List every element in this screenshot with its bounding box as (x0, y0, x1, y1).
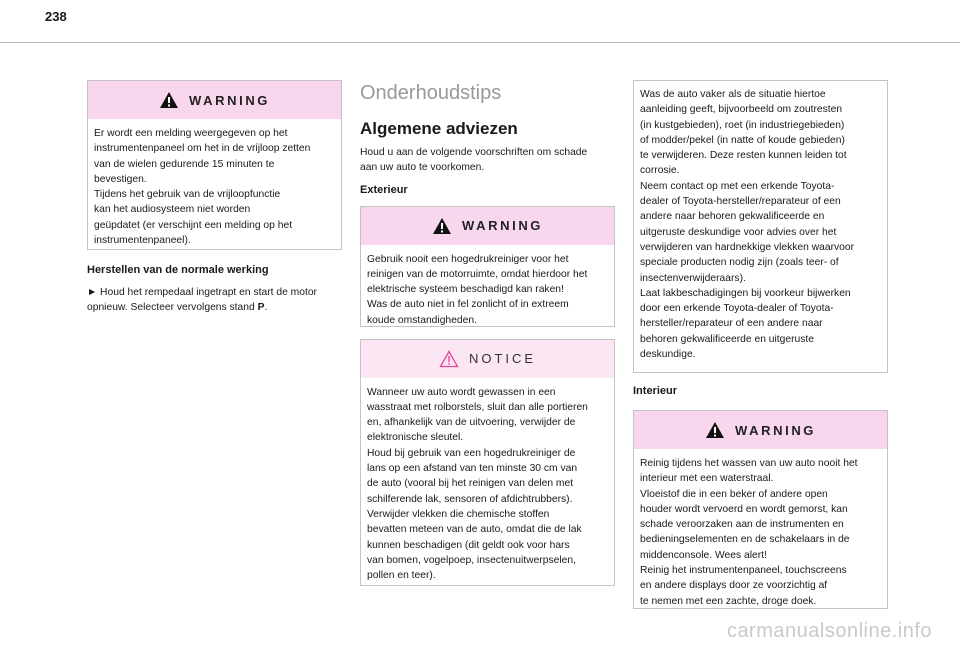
warning-title: WARNING (188, 92, 271, 108)
warning-triangle-icon (432, 217, 452, 235)
reset-text-bold: P (257, 302, 265, 314)
section-title: Algemene adviezen (360, 119, 518, 138)
warning-box-header (88, 81, 341, 119)
column-1 (87, 80, 342, 316)
section-heading-reset: Herstellen van de normale werking (87, 264, 269, 276)
section-heading-exterior: Exterieur (360, 183, 408, 196)
continued-text: Was de auto vaker als de situatie hiertoe aanleiding geeft, bijvoorbeeld om zoutresten (in kustgebieden), roet (in industriegebieden) of modder/pekel (in natte of koude gebieden) te verwijderen. Deze resten kunnen leiden tot corrosie. Neem contact op met een erkende Toyota- dealer of Toyota-hersteller/reparateur of een andere naar behoren gekwalificeerde en uitgeruste deskundige voor advies over het verwijderen van hardnekkige vlekken waarvoor speciale producten nodig zijn (zoals teer- of insectenverwijderaars). Laat lakbeschadigingen bij voorkeur bijwerken door een erkende Toyota-dealer of Toyota- hersteller/reparateur of een andere naar behoren gekwalificeerde en uitgeruste deskundige. (640, 89, 855, 361)
warning-text: Reinig tijdens het wassen van uw auto nooit het interieur met een waterstraal. Vloeistof die in een beker of andere open houder wordt vervoerd en wordt gemorst, kan schade veroorzaken aan de instrumenten en bedieningselementen en de schakelaars in de middenconsole. Wees alert! Reinig het instrumentenpaneel, touchscreens en andere displays door ze voorzichtig af te nemen met een zachte, droge doek. (640, 458, 858, 607)
notice-title: NOTICE (468, 351, 537, 367)
warning-text: Gebruik nooit een hogedrukreiniger voor het reinigen van de motorruimte, omdat hierdoor het elektrische systeem beschadigd kan raken! Was de auto niet in fel zonlicht of in extreem koude omstandigheden. (367, 253, 588, 326)
warning-box-header (634, 411, 887, 449)
warning-triangle-icon (705, 421, 725, 439)
page-number: 238 (45, 9, 67, 24)
caution-triangle-outline-icon (439, 350, 459, 368)
warning-triangle-icon (159, 91, 179, 109)
header-divider (0, 42, 960, 43)
warning-title: WARNING (461, 218, 544, 234)
section-heading-interior: Interieur (633, 385, 678, 397)
warning-box-exterior (360, 206, 615, 327)
warning-body (88, 119, 341, 257)
intro-paragraph: Houd u aan de volgende voorschriften om schade aan uw auto te voorkomen. (360, 147, 588, 174)
warning-text: Er wordt een melding weergegeven op het instrumentenpaneel om het in de vrijloop zetten van de wielen gedurende 15 minuten te bevestigen. Tijdens het gebruik van de vrijloopfunctie kan het audiosysteem niet worden geüpdatet (er verschijnt een melding op het instrumentenpaneel). (94, 128, 311, 247)
page-title: Onderhoudstips (360, 82, 502, 104)
warning-box-freewheel (87, 80, 342, 250)
column-2 (360, 80, 615, 586)
warning-box-header (361, 207, 614, 245)
reset-instruction (87, 285, 342, 316)
reset-text-part2: . (264, 302, 268, 314)
notice-text: Wanneer uw auto wordt gewassen in een wasstraat met rolborstels, sluit dan alle portieren en, afhankelijk van de uitvoering, verwijder de elektronische sleutel. Houd bij gebruik van een hogedrukreiniger de lans op een afstand van ten minste 30 cm van de auto (vooral bij het reinigen van delen met schilferende lak, sensoren of afdichtrubbers). Verwijder vlekken die chemische stoffen bevatten meteen van de auto, omdat die de lak kunnen beschadigen (dit geldt ook voor hars van bomen, vogelpoep, insectenuitwerpselen, pollen en teer). (367, 386, 588, 582)
watermark: carmanualsonline.info (726, 620, 932, 642)
column-3 (633, 80, 888, 609)
continued-body (634, 81, 887, 371)
warning-box-interior (633, 410, 888, 609)
warning-title: WARNING (734, 422, 817, 438)
notice-body (361, 378, 614, 593)
warning-body (634, 449, 887, 618)
continued-box (633, 80, 888, 373)
notice-box-exterior (360, 339, 615, 586)
warning-body (361, 245, 614, 337)
reset-text-part1: ► Houd het rempedaal ingetrapt en start de motor opnieuw. Selecteer vervolgens stand (87, 287, 317, 314)
notice-box-header (361, 340, 614, 378)
